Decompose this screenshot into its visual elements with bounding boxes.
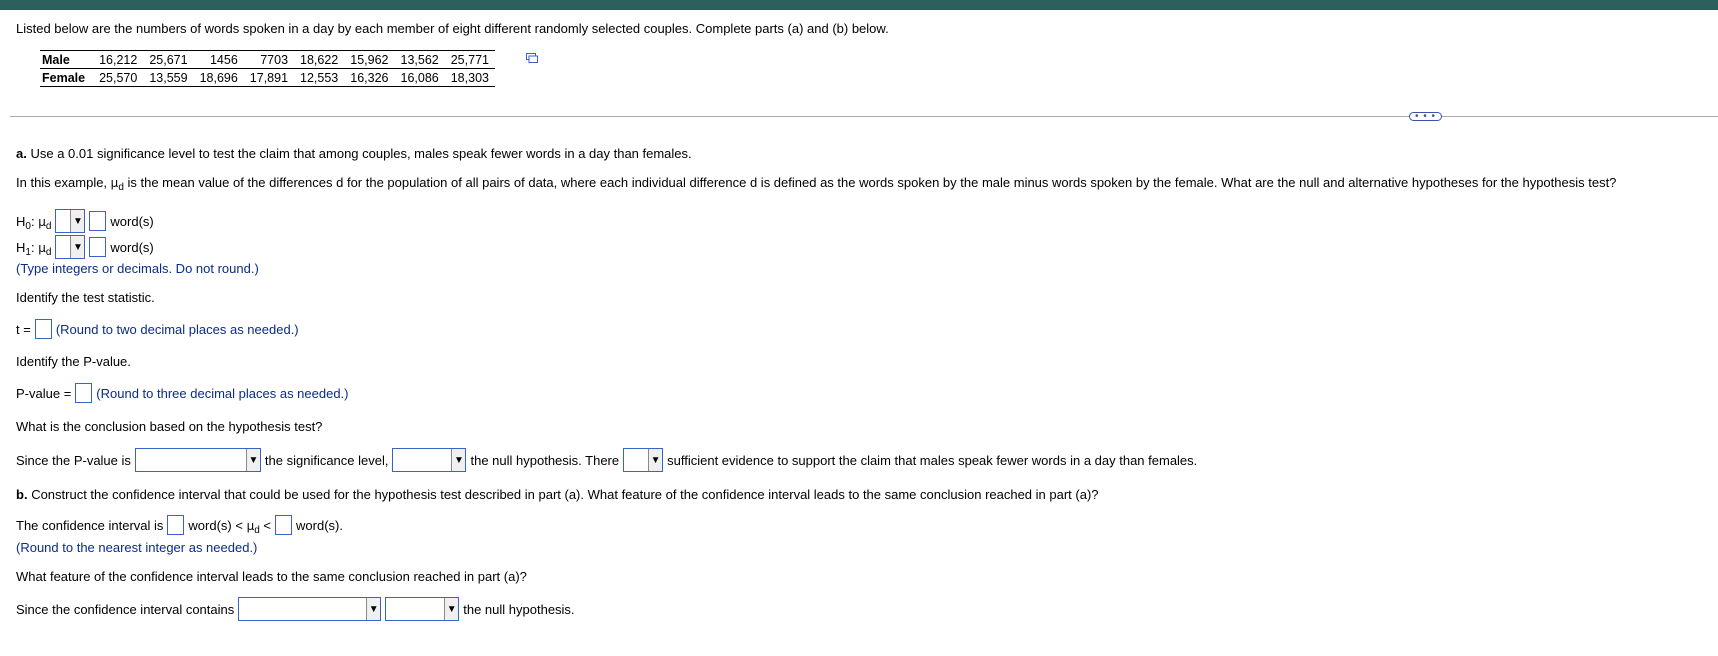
ci-text-post: word(s). xyxy=(296,517,343,533)
pvalue-comparison-select[interactable] xyxy=(135,448,261,472)
conclusion-text-2: the significance level, xyxy=(264,452,389,468)
evidence-select[interactable] xyxy=(623,448,663,472)
dropdown-arrow-icon: ▼ xyxy=(70,236,84,258)
table-cell: 13,562 xyxy=(395,51,445,69)
section-divider xyxy=(10,116,1718,117)
dropdown-arrow-icon: ▼ xyxy=(648,449,662,471)
t-label: t = xyxy=(16,321,31,337)
part-a-label: a. xyxy=(16,146,27,161)
table-cell: 16,212 xyxy=(93,51,143,69)
ci-upper-input[interactable] xyxy=(275,515,292,535)
table-cell: 12,553 xyxy=(294,69,344,87)
table-cell: 13,559 xyxy=(143,69,193,87)
data-table xyxy=(40,50,495,87)
ci-conclusion-text-2: the null hypothesis. xyxy=(463,601,575,617)
t-value-input[interactable] xyxy=(35,319,52,339)
h0-label: $H_0$: $\mu_d$ xyxy=(16,213,52,232)
conclusion-text-4: sufficient evidence to support the claim that males speak fewer words in a day than females. xyxy=(667,452,1198,468)
h0-row xyxy=(16,209,158,233)
p-label: P-value = xyxy=(16,385,72,401)
dropdown-arrow-icon: ▼ xyxy=(451,449,465,471)
reject-decision-select[interactable] xyxy=(392,448,466,472)
table-cell: 15,962 xyxy=(344,51,394,69)
copy-icon[interactable] xyxy=(526,53,538,63)
ci-row xyxy=(16,515,347,535)
p-hint: (Round to three decimal places as needed.) xyxy=(96,385,349,401)
h1-operator-select[interactable] xyxy=(55,235,85,259)
p-row xyxy=(16,383,353,403)
top-bar xyxy=(0,0,1718,10)
ci-contains-select[interactable] xyxy=(238,597,381,621)
conclusion-prompt: What is the conclusion based on the hypothesis test? xyxy=(16,419,323,434)
ci-lower-input[interactable] xyxy=(167,515,184,535)
table-cell: 17,891 xyxy=(244,69,294,87)
part-b-label: b. xyxy=(16,487,28,502)
p-value-input[interactable] xyxy=(75,383,92,403)
t-row xyxy=(16,319,303,339)
hypothesis-hint: (Type integers or decimals. Do not round.) xyxy=(16,261,259,276)
table-cell: 18,622 xyxy=(294,51,344,69)
part-b-text: Construct the confidence interval that could be used for the hypothesis test described in part (a). What feature of the confidence interval leads to the same conclusion reached in part (a)? xyxy=(31,487,1099,502)
table-cell: 1456 xyxy=(194,51,244,69)
table-cell: 16,326 xyxy=(344,69,394,87)
table-cell: 25,671 xyxy=(143,51,193,69)
intro-text: Listed below are the numbers of words spoken in a day by each member of eight different randomly selected couples. Complete parts (a) and (b) below. xyxy=(16,21,889,36)
table-cell: 7703 xyxy=(244,51,294,69)
part-b-question xyxy=(16,487,1099,502)
table-cell: 25,771 xyxy=(445,51,495,69)
more-options-icon[interactable]: • • • xyxy=(1409,112,1442,121)
h0-operator-select[interactable] xyxy=(55,209,85,233)
part-a-question xyxy=(16,146,692,161)
row-label: Male xyxy=(40,51,93,69)
ci-text-pre: The confidence interval is xyxy=(16,517,164,533)
test-stat-prompt: Identify the test statistic. xyxy=(16,290,155,305)
dropdown-arrow-icon: ▼ xyxy=(444,598,458,620)
table-row xyxy=(40,51,495,69)
dropdown-arrow-icon: ▼ xyxy=(70,210,84,232)
h0-value-input[interactable] xyxy=(89,211,106,231)
part-a-text: Use a 0.01 significance level to test the claim that among couples, males speak fewer words in a day than females. xyxy=(30,146,692,161)
conclusion-text-3: the null hypothesis. There xyxy=(470,452,620,468)
ci-conclusion-row xyxy=(16,597,579,621)
mu-subscript: d xyxy=(118,182,124,193)
dropdown-arrow-icon: ▼ xyxy=(246,449,260,471)
p-prompt: Identify the P-value. xyxy=(16,354,131,369)
table-row xyxy=(40,69,495,87)
dropdown-arrow-icon: ▼ xyxy=(366,598,380,620)
table-cell: 18,696 xyxy=(194,69,244,87)
t-hint: (Round to two decimal places as needed.) xyxy=(55,321,299,337)
h0-unit: word(s) xyxy=(110,213,154,229)
mu-symbol: μ xyxy=(110,176,119,190)
h1-label: $H_1$: $\mu_d$ xyxy=(16,239,52,258)
ci-decision-select[interactable] xyxy=(385,597,459,621)
conclusion-row xyxy=(16,448,1201,472)
table-cell: 18,303 xyxy=(445,69,495,87)
example-text xyxy=(16,175,1617,193)
h1-unit: word(s) xyxy=(110,239,154,255)
feature-prompt: What feature of the confidence interval leads to the same conclusion reached in part (a)? xyxy=(16,569,527,584)
table-cell: 25,570 xyxy=(93,69,143,87)
table-cell: 16,086 xyxy=(395,69,445,87)
ci-conclusion-text-1: Since the confidence interval contains xyxy=(16,601,235,617)
h1-value-input[interactable] xyxy=(89,237,106,257)
ci-hint: (Round to the nearest integer as needed.) xyxy=(16,540,258,555)
h1-row xyxy=(16,235,158,259)
example-pre: In this example, xyxy=(16,175,108,190)
conclusion-text-1: Since the P-value is xyxy=(16,452,131,468)
ci-mid: word(s) < $\mu_d$ < xyxy=(188,517,272,536)
example-post: is the mean value of the differences d for the population of all pairs of data, where each individual difference d is defined as the words spoken by the male minus words spoken by the female. What are the null and alternative hypotheses for the hypothesis test? xyxy=(127,175,1617,190)
row-label: Female xyxy=(40,69,93,87)
